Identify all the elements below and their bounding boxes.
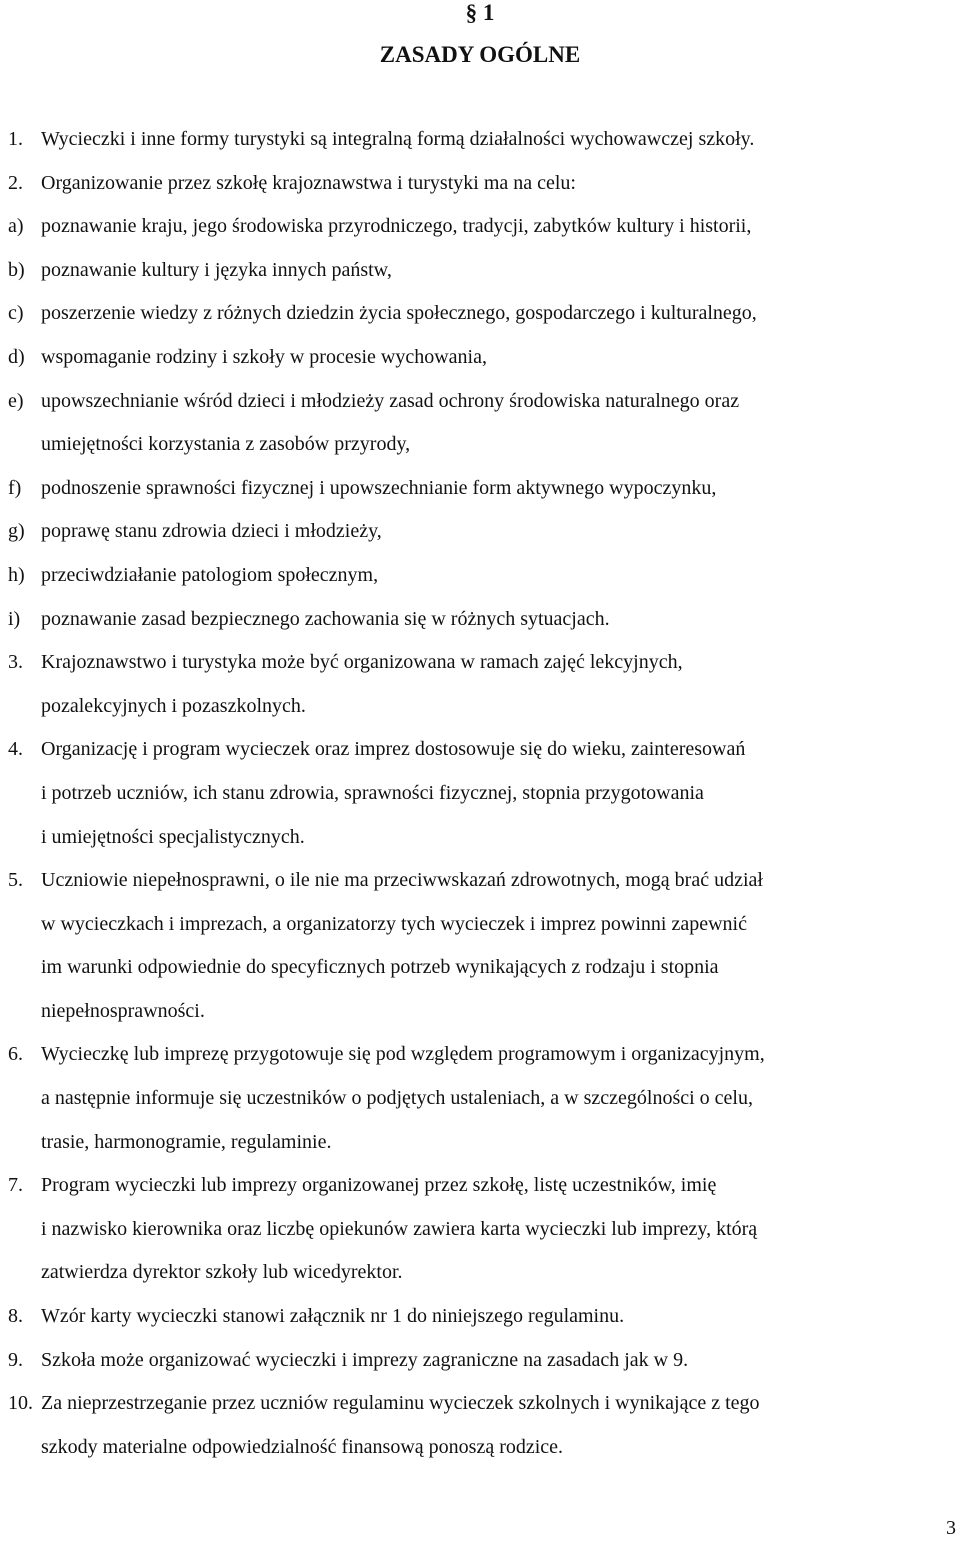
- document-line: [0, 1208, 960, 1252]
- document-line: [0, 1077, 960, 1121]
- line-text: podnoszenie sprawności fizycznej i upowszechnianie form aktywnego wypoczynku,: [41, 476, 717, 499]
- document-line: [0, 205, 960, 249]
- section-title: ZASADY OGÓLNE: [379, 42, 581, 67]
- line-text: upowszechnianie wśród dzieci i młodzieży zasad ochrony środowiska naturalnego oraz: [41, 389, 740, 412]
- line-text: Wzór karty wycieczki stanowi załącznik nr 1 do niniejszego regulaminu.: [41, 1305, 625, 1328]
- line-text: trasie, harmonogramie, regulaminie.: [41, 1130, 332, 1153]
- line-text: Szkoła może organizować wycieczki i imprezy zagraniczne na zasadach jak w 9.: [41, 1348, 689, 1371]
- list-marker: 7.: [8, 1174, 23, 1197]
- list-marker: a): [8, 215, 24, 238]
- document-line: [0, 728, 960, 772]
- section-number: § 1: [465, 0, 495, 25]
- document-line: [0, 859, 960, 903]
- line-text: poszerzenie wiedzy z różnych dziedzin życia społecznego, gospodarczego i kulturalnego,: [41, 302, 757, 325]
- list-marker: h): [8, 563, 25, 586]
- document-line: [0, 1121, 960, 1165]
- line-text: w wycieczkach i imprezach, a organizatorzy tych wycieczek i imprez powinni zapewnić: [41, 912, 747, 935]
- document-line: [0, 554, 960, 598]
- list-marker: b): [8, 258, 25, 281]
- list-marker: 1.: [8, 128, 23, 150]
- document-line: [0, 249, 960, 293]
- line-text: i potrzeb uczniów, ich stanu zdrowia, sprawności fizycznej, stopnia przygotowania: [41, 781, 704, 804]
- line-text: poznawanie kraju, jego środowiska przyrodniczego, tradycji, zabytków kultury i historii,: [41, 215, 752, 238]
- document-line: [0, 903, 960, 947]
- list-marker: 6.: [8, 1043, 23, 1066]
- line-text: zatwierdza dyrektor szkoły lub wicedyrektor.: [41, 1261, 403, 1284]
- line-text: pozalekcyjnych i pozaszkolnych.: [41, 694, 306, 717]
- line-text: Wycieczkę lub imprezę przygotowuje się pod względem programowym i organizacyjnym,: [41, 1043, 765, 1066]
- document-line: [0, 118, 960, 162]
- line-text: poprawę stanu zdrowia dzieci i młodzieży,: [41, 520, 382, 543]
- document-line: [0, 1033, 960, 1077]
- document-line: [0, 685, 960, 729]
- document-line: [0, 162, 960, 206]
- document-line: [0, 990, 960, 1034]
- document-line: [0, 292, 960, 336]
- document-line: [0, 423, 960, 467]
- line-text: Krajoznawstwo i turystyka może być organizowana w ramach zajęć lekcyjnych,: [41, 651, 683, 674]
- document-line: [0, 467, 960, 511]
- document-line: [0, 1164, 960, 1208]
- line-text: umiejętności korzystania z zasobów przyrody,: [41, 433, 411, 456]
- line-text: wspomaganie rodziny i szkoły w procesie wychowania,: [41, 345, 487, 368]
- line-text: szkody materialne odpowiedzialność finansową ponoszą rodzice.: [41, 1435, 564, 1458]
- line-text: Uczniowie niepełnosprawni, o ile nie ma przeciwwskazań zdrowotnych, mogą brać udział: [41, 869, 763, 892]
- document-line: [0, 336, 960, 380]
- line-text: a następnie informuje się uczestników o podjętych ustaleniach, a w szczególności o celu,: [41, 1087, 753, 1110]
- document-line: [0, 1251, 960, 1295]
- list-marker: g): [8, 520, 25, 543]
- line-text: Organizację i program wycieczek oraz imprez dostosowuje się do wieku, zainteresowań: [41, 738, 746, 761]
- document-line: [0, 380, 960, 424]
- document-line: [0, 772, 960, 816]
- document-line: [0, 1295, 960, 1339]
- line-text: Organizowanie przez szkołę krajoznawstwa i turystyki ma na celu:: [41, 171, 576, 194]
- document-body: [0, 118, 960, 1469]
- document-line: [0, 816, 960, 860]
- list-marker: 10.: [8, 1392, 33, 1415]
- line-text: przeciwdziałanie patologiom społecznym,: [41, 563, 379, 586]
- list-marker: 3.: [8, 651, 23, 674]
- line-text: poznawanie kultury i języka innych państw,: [41, 258, 392, 281]
- line-text: Wycieczki i inne formy turystyki są integralną formą działalności wychowawczej szkoły.: [41, 128, 755, 150]
- list-marker: e): [8, 389, 24, 412]
- line-text: poznawanie zasad bezpiecznego zachowania się w różnych sytuacjach.: [41, 607, 610, 630]
- document-line: [0, 1339, 960, 1383]
- page-number: 3: [946, 1517, 956, 1539]
- list-marker: 4.: [8, 738, 23, 761]
- list-marker: 5.: [8, 869, 23, 892]
- list-marker: f): [8, 476, 22, 499]
- document-line: [0, 598, 960, 642]
- list-marker: 9.: [8, 1348, 23, 1371]
- line-text: im warunki odpowiednie do specyficznych potrzeb wynikających z rodzaju i stopnia: [41, 956, 719, 979]
- line-text: niepełnosprawności.: [41, 999, 205, 1022]
- document-line: [0, 1382, 960, 1426]
- line-text: Program wycieczki lub imprezy organizowanej przez szkołę, listę uczestników, imię: [41, 1174, 717, 1197]
- document-line: [0, 641, 960, 685]
- list-marker: 2.: [8, 171, 23, 194]
- document-line: [0, 1426, 960, 1470]
- list-marker: d): [8, 345, 25, 368]
- line-text: i umiejętności specjalistycznych.: [41, 825, 305, 848]
- list-marker: 8.: [8, 1305, 23, 1328]
- document-line: [0, 946, 960, 990]
- line-text: Za nieprzestrzeganie przez uczniów regulaminu wycieczek szkolnych i wynikające z tego: [41, 1392, 760, 1415]
- list-marker: c): [8, 302, 24, 325]
- document-line: [0, 510, 960, 554]
- list-marker: i): [8, 607, 21, 630]
- line-text: i nazwisko kierownika oraz liczbę opiekunów zawiera karta wycieczki lub imprezy, którą: [41, 1217, 758, 1240]
